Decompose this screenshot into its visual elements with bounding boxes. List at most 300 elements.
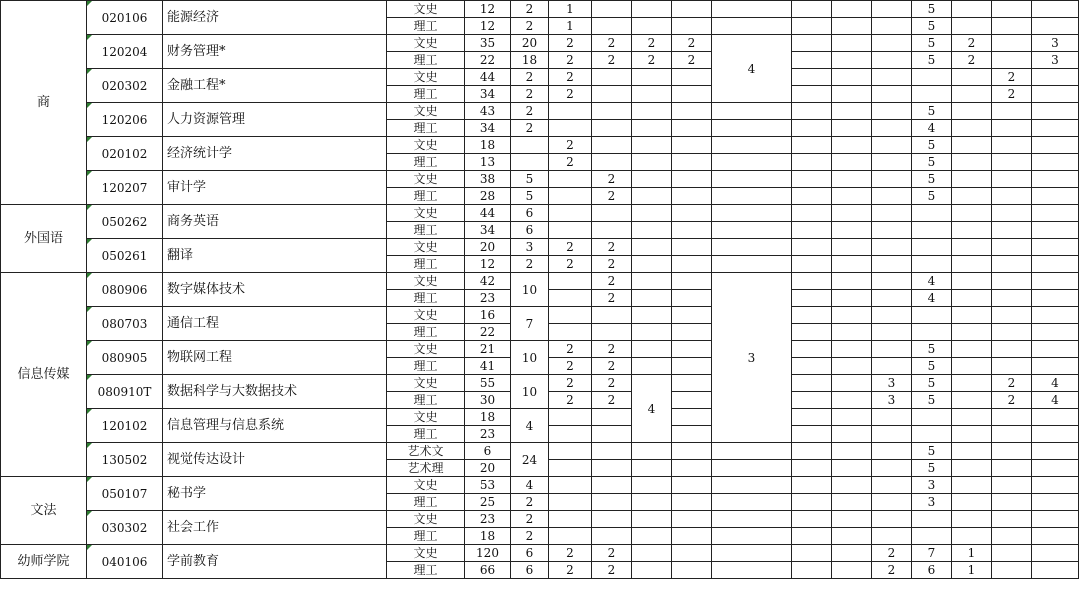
quota-cell: 53: [465, 477, 511, 494]
quota-cell: [712, 477, 792, 494]
major-name: 秘书学: [163, 477, 387, 511]
quota-cell: [672, 103, 712, 120]
table-row: [1, 375, 1079, 392]
quota-cell: 22: [465, 324, 511, 341]
quota-cell: [792, 409, 832, 426]
quota-cell: 2: [549, 392, 592, 409]
subject-type: 文史: [387, 545, 465, 562]
quota-cell: [592, 120, 632, 137]
quota-cell: 2: [549, 52, 592, 69]
quota-cell: [912, 307, 952, 324]
quota-cell: 2: [549, 375, 592, 392]
quota-cell: [872, 18, 912, 35]
quota-cell: [712, 460, 792, 477]
quota-cell: [832, 562, 872, 579]
quota-cell: [952, 392, 992, 409]
quota-cell: [992, 222, 1032, 239]
subject-type: 文史: [387, 511, 465, 528]
subject-type: 理工: [387, 256, 465, 273]
quota-cell: [872, 477, 912, 494]
quota-cell: 7: [511, 307, 549, 341]
quota-cell: [592, 18, 632, 35]
quota-cell: [712, 171, 792, 188]
quota-cell: [712, 154, 792, 171]
quota-cell: [792, 18, 832, 35]
quota-cell: [872, 120, 912, 137]
quota-cell: [872, 205, 912, 222]
quota-cell: [992, 103, 1032, 120]
quota-cell: 2: [549, 341, 592, 358]
quota-cell: [592, 103, 632, 120]
quota-cell: 1: [549, 1, 592, 18]
subject-type: 艺术文: [387, 443, 465, 460]
quota-cell: [952, 324, 992, 341]
subject-type: 文史: [387, 307, 465, 324]
quota-cell: [832, 1, 872, 18]
major-name: 财务管理*: [163, 35, 387, 69]
quota-cell: [632, 69, 672, 86]
college-name: 商: [1, 1, 87, 205]
quota-cell: 7: [912, 545, 952, 562]
quota-cell: [672, 171, 712, 188]
quota-cell: [872, 511, 912, 528]
quota-cell: 5: [912, 341, 952, 358]
quota-cell: 2: [992, 392, 1032, 409]
quota-cell: [952, 205, 992, 222]
quota-cell: 35: [465, 35, 511, 52]
quota-cell: 6: [465, 443, 511, 460]
quota-cell: [1032, 528, 1079, 545]
quota-cell: [712, 256, 792, 273]
quota-cell: [1032, 460, 1079, 477]
quota-cell: [792, 1, 832, 18]
quota-cell: 5: [912, 35, 952, 52]
quota-cell: [549, 443, 592, 460]
quota-cell: [792, 545, 832, 562]
quota-cell: [712, 205, 792, 222]
quota-cell: [632, 528, 672, 545]
quota-cell: 3: [511, 239, 549, 256]
quota-cell: 5: [912, 358, 952, 375]
quota-cell: 66: [465, 562, 511, 579]
quota-cell: [712, 239, 792, 256]
quota-cell: [872, 69, 912, 86]
quota-cell: [832, 477, 872, 494]
quota-cell: 42: [465, 273, 511, 290]
quota-cell: [632, 511, 672, 528]
quota-cell: [549, 511, 592, 528]
quota-cell: 2: [549, 358, 592, 375]
quota-cell: [912, 239, 952, 256]
quota-cell: 23: [465, 426, 511, 443]
quota-cell: [592, 324, 632, 341]
quota-cell: [832, 358, 872, 375]
quota-cell: [632, 460, 672, 477]
quota-cell: [952, 188, 992, 205]
quota-cell: [992, 188, 1032, 205]
quota-cell: 4: [632, 375, 672, 443]
quota-cell: [549, 324, 592, 341]
major-name: 数字媒体技术: [163, 273, 387, 307]
quota-cell: [992, 562, 1032, 579]
quota-cell: [1032, 358, 1079, 375]
quota-cell: [792, 86, 832, 103]
quota-cell: [672, 69, 712, 86]
quota-cell: [832, 341, 872, 358]
major-name: 信息管理与信息系统: [163, 409, 387, 443]
quota-cell: [712, 120, 792, 137]
quota-cell: [992, 426, 1032, 443]
quota-cell: [992, 358, 1032, 375]
quota-cell: 44: [465, 205, 511, 222]
quota-cell: [632, 494, 672, 511]
quota-cell: [792, 137, 832, 154]
quota-cell: [992, 307, 1032, 324]
subject-type: 文史: [387, 1, 465, 18]
quota-cell: [1032, 341, 1079, 358]
major-name: 审计学: [163, 171, 387, 205]
quota-cell: [632, 290, 672, 307]
quota-cell: [1032, 256, 1079, 273]
quota-cell: [632, 154, 672, 171]
quota-cell: 6: [511, 562, 549, 579]
quota-cell: [872, 256, 912, 273]
quota-cell: [872, 460, 912, 477]
quota-cell: 2: [992, 86, 1032, 103]
quota-cell: [632, 239, 672, 256]
quota-cell: 2: [549, 137, 592, 154]
major-code: 050261: [87, 239, 163, 273]
subject-type: 理工: [387, 358, 465, 375]
major-code: 050262: [87, 205, 163, 239]
quota-cell: 18: [465, 137, 511, 154]
subject-type: 理工: [387, 188, 465, 205]
quota-cell: [832, 409, 872, 426]
quota-cell: [992, 494, 1032, 511]
quota-cell: [511, 154, 549, 171]
quota-cell: [872, 290, 912, 307]
subject-type: 文史: [387, 375, 465, 392]
quota-cell: [832, 545, 872, 562]
subject-type: 文史: [387, 35, 465, 52]
table-row: [1, 443, 1079, 460]
quota-cell: [832, 511, 872, 528]
quota-cell: 5: [511, 171, 549, 188]
quota-cell: [592, 477, 632, 494]
quota-cell: [632, 545, 672, 562]
subject-type: 文史: [387, 103, 465, 120]
quota-cell: [672, 426, 712, 443]
quota-cell: [1032, 307, 1079, 324]
quota-cell: [792, 426, 832, 443]
subject-type: 文史: [387, 341, 465, 358]
quota-cell: 2: [592, 188, 632, 205]
quota-cell: [632, 477, 672, 494]
quota-cell: [992, 443, 1032, 460]
quota-cell: [672, 290, 712, 307]
quota-cell: 22: [465, 52, 511, 69]
quota-cell: 5: [912, 171, 952, 188]
quota-cell: [952, 18, 992, 35]
quota-cell: [992, 545, 1032, 562]
quota-cell: [952, 477, 992, 494]
major-code: 020102: [87, 137, 163, 171]
quota-cell: [592, 69, 632, 86]
quota-cell: [952, 86, 992, 103]
quota-cell: [549, 205, 592, 222]
quota-cell: 3: [1032, 52, 1079, 69]
quota-cell: [792, 256, 832, 273]
quota-cell: 5: [511, 188, 549, 205]
quota-cell: 2: [632, 35, 672, 52]
table-row: [1, 545, 1079, 562]
quota-cell: [992, 477, 1032, 494]
subject-type: 文史: [387, 477, 465, 494]
quota-cell: [912, 69, 952, 86]
quota-cell: [672, 494, 712, 511]
quota-cell: [792, 69, 832, 86]
quota-cell: [712, 494, 792, 511]
quota-cell: [672, 409, 712, 426]
quota-cell: [549, 171, 592, 188]
major-name: 通信工程: [163, 307, 387, 341]
quota-cell: [672, 222, 712, 239]
subject-type: 理工: [387, 52, 465, 69]
quota-cell: [672, 545, 712, 562]
quota-cell: [632, 205, 672, 222]
quota-cell: [632, 273, 672, 290]
quota-cell: [632, 171, 672, 188]
quota-cell: 13: [465, 154, 511, 171]
table-row: [1, 171, 1079, 188]
quota-cell: [952, 409, 992, 426]
quota-cell: [952, 1, 992, 18]
quota-cell: [832, 494, 872, 511]
quota-cell: [872, 494, 912, 511]
quota-cell: [672, 443, 712, 460]
quota-cell: [872, 86, 912, 103]
quota-cell: [712, 443, 792, 460]
major-code: 030302: [87, 511, 163, 545]
quota-cell: [549, 103, 592, 120]
subject-type: 文史: [387, 171, 465, 188]
quota-cell: [672, 511, 712, 528]
quota-cell: [632, 188, 672, 205]
quota-cell: [872, 341, 912, 358]
quota-cell: [592, 426, 632, 443]
quota-cell: [632, 443, 672, 460]
quota-cell: [992, 120, 1032, 137]
quota-cell: [592, 409, 632, 426]
quota-cell: 23: [465, 290, 511, 307]
quota-cell: [672, 392, 712, 409]
quota-cell: [872, 222, 912, 239]
quota-cell: 2: [511, 69, 549, 86]
major-name: 数据科学与大数据技术: [163, 375, 387, 409]
quota-cell: [792, 120, 832, 137]
quota-cell: [1032, 86, 1079, 103]
quota-cell: [832, 188, 872, 205]
quota-cell: [872, 103, 912, 120]
quota-cell: 3: [872, 392, 912, 409]
quota-cell: [712, 222, 792, 239]
quota-cell: 12: [465, 1, 511, 18]
quota-cell: [832, 205, 872, 222]
quota-cell: 18: [511, 52, 549, 69]
quota-cell: [672, 324, 712, 341]
quota-cell: [992, 52, 1032, 69]
quota-cell: [992, 171, 1032, 188]
quota-cell: 3: [872, 375, 912, 392]
quota-cell: 2: [952, 52, 992, 69]
quota-cell: [549, 222, 592, 239]
quota-cell: 20: [511, 35, 549, 52]
quota-cell: [632, 341, 672, 358]
quota-cell: 4: [1032, 375, 1079, 392]
quota-cell: 1: [549, 18, 592, 35]
quota-cell: 6: [511, 545, 549, 562]
quota-cell: [1032, 494, 1079, 511]
quota-cell: 44: [465, 69, 511, 86]
college-name: 幼师学院: [1, 545, 87, 579]
quota-cell: 12: [465, 256, 511, 273]
quota-cell: 2: [992, 69, 1032, 86]
quota-cell: 5: [912, 1, 952, 18]
major-code: 040106: [87, 545, 163, 579]
quota-cell: [912, 409, 952, 426]
table-row: [1, 137, 1079, 154]
quota-cell: [832, 86, 872, 103]
quota-cell: 5: [912, 375, 952, 392]
major-code: 130502: [87, 443, 163, 477]
quota-cell: [792, 222, 832, 239]
subject-type: 理工: [387, 120, 465, 137]
quota-cell: [832, 171, 872, 188]
quota-cell: [912, 205, 952, 222]
quota-cell: [632, 562, 672, 579]
major-code: 020302: [87, 69, 163, 103]
quota-cell: [1032, 154, 1079, 171]
quota-cell: 2: [592, 256, 632, 273]
quota-cell: [1032, 477, 1079, 494]
table-row: [1, 205, 1079, 222]
quota-cell: [832, 103, 872, 120]
quota-cell: [1032, 545, 1079, 562]
quota-cell: [832, 120, 872, 137]
quota-cell: 2: [592, 392, 632, 409]
quota-cell: [632, 307, 672, 324]
subject-type: 文史: [387, 137, 465, 154]
quota-cell: [1032, 409, 1079, 426]
major-name: 能源经济: [163, 1, 387, 35]
quota-cell: [792, 35, 832, 52]
major-code: 120102: [87, 409, 163, 443]
quota-cell: 4: [712, 35, 792, 103]
subject-type: 文史: [387, 205, 465, 222]
quota-cell: 2: [549, 562, 592, 579]
college-name: 文法: [1, 477, 87, 545]
quota-cell: 2: [592, 35, 632, 52]
subject-type: 理工: [387, 154, 465, 171]
quota-cell: [912, 528, 952, 545]
quota-cell: 5: [912, 392, 952, 409]
quota-cell: [792, 52, 832, 69]
quota-cell: 2: [592, 239, 632, 256]
quota-cell: [672, 137, 712, 154]
quota-cell: [952, 171, 992, 188]
quota-cell: 10: [511, 273, 549, 307]
quota-cell: [832, 52, 872, 69]
major-code: 120206: [87, 103, 163, 137]
major-code: 020106: [87, 1, 163, 35]
quota-cell: [712, 528, 792, 545]
quota-cell: [1032, 273, 1079, 290]
quota-cell: [712, 137, 792, 154]
quota-cell: 2: [511, 103, 549, 120]
subject-type: 艺术理: [387, 460, 465, 477]
quota-cell: [549, 426, 592, 443]
quota-cell: [832, 239, 872, 256]
major-name: 商务英语: [163, 205, 387, 239]
quota-cell: 12: [465, 18, 511, 35]
quota-cell: 2: [592, 341, 632, 358]
quota-cell: 25: [465, 494, 511, 511]
major-name: 物联网工程: [163, 341, 387, 375]
quota-cell: [792, 358, 832, 375]
major-name: 翻译: [163, 239, 387, 273]
quota-cell: 38: [465, 171, 511, 188]
quota-cell: [992, 341, 1032, 358]
quota-cell: [992, 205, 1032, 222]
quota-cell: [992, 18, 1032, 35]
quota-cell: [592, 154, 632, 171]
quota-cell: 34: [465, 120, 511, 137]
quota-cell: 2: [511, 18, 549, 35]
quota-cell: 2: [592, 52, 632, 69]
table-row: [1, 35, 1079, 52]
quota-cell: 5: [912, 188, 952, 205]
quota-cell: 5: [912, 137, 952, 154]
quota-cell: [1032, 324, 1079, 341]
quota-cell: 4: [912, 290, 952, 307]
quota-cell: [792, 341, 832, 358]
quota-cell: [992, 154, 1032, 171]
quota-cell: 2: [511, 528, 549, 545]
quota-cell: [792, 188, 832, 205]
quota-cell: [872, 307, 912, 324]
table-row: [1, 103, 1079, 120]
quota-cell: [672, 86, 712, 103]
quota-cell: [1032, 443, 1079, 460]
quota-cell: 5: [912, 52, 952, 69]
quota-cell: [992, 137, 1032, 154]
quota-cell: [1032, 171, 1079, 188]
quota-cell: [832, 256, 872, 273]
quota-cell: [672, 154, 712, 171]
table-row: [1, 341, 1079, 358]
quota-cell: [592, 222, 632, 239]
quota-cell: 20: [465, 460, 511, 477]
quota-cell: [549, 528, 592, 545]
quota-cell: [832, 426, 872, 443]
quota-cell: [952, 69, 992, 86]
quota-cell: [592, 460, 632, 477]
subject-type: 文史: [387, 69, 465, 86]
quota-cell: [592, 511, 632, 528]
quota-cell: 2: [511, 1, 549, 18]
quota-cell: 1: [952, 545, 992, 562]
quota-cell: 2: [592, 545, 632, 562]
